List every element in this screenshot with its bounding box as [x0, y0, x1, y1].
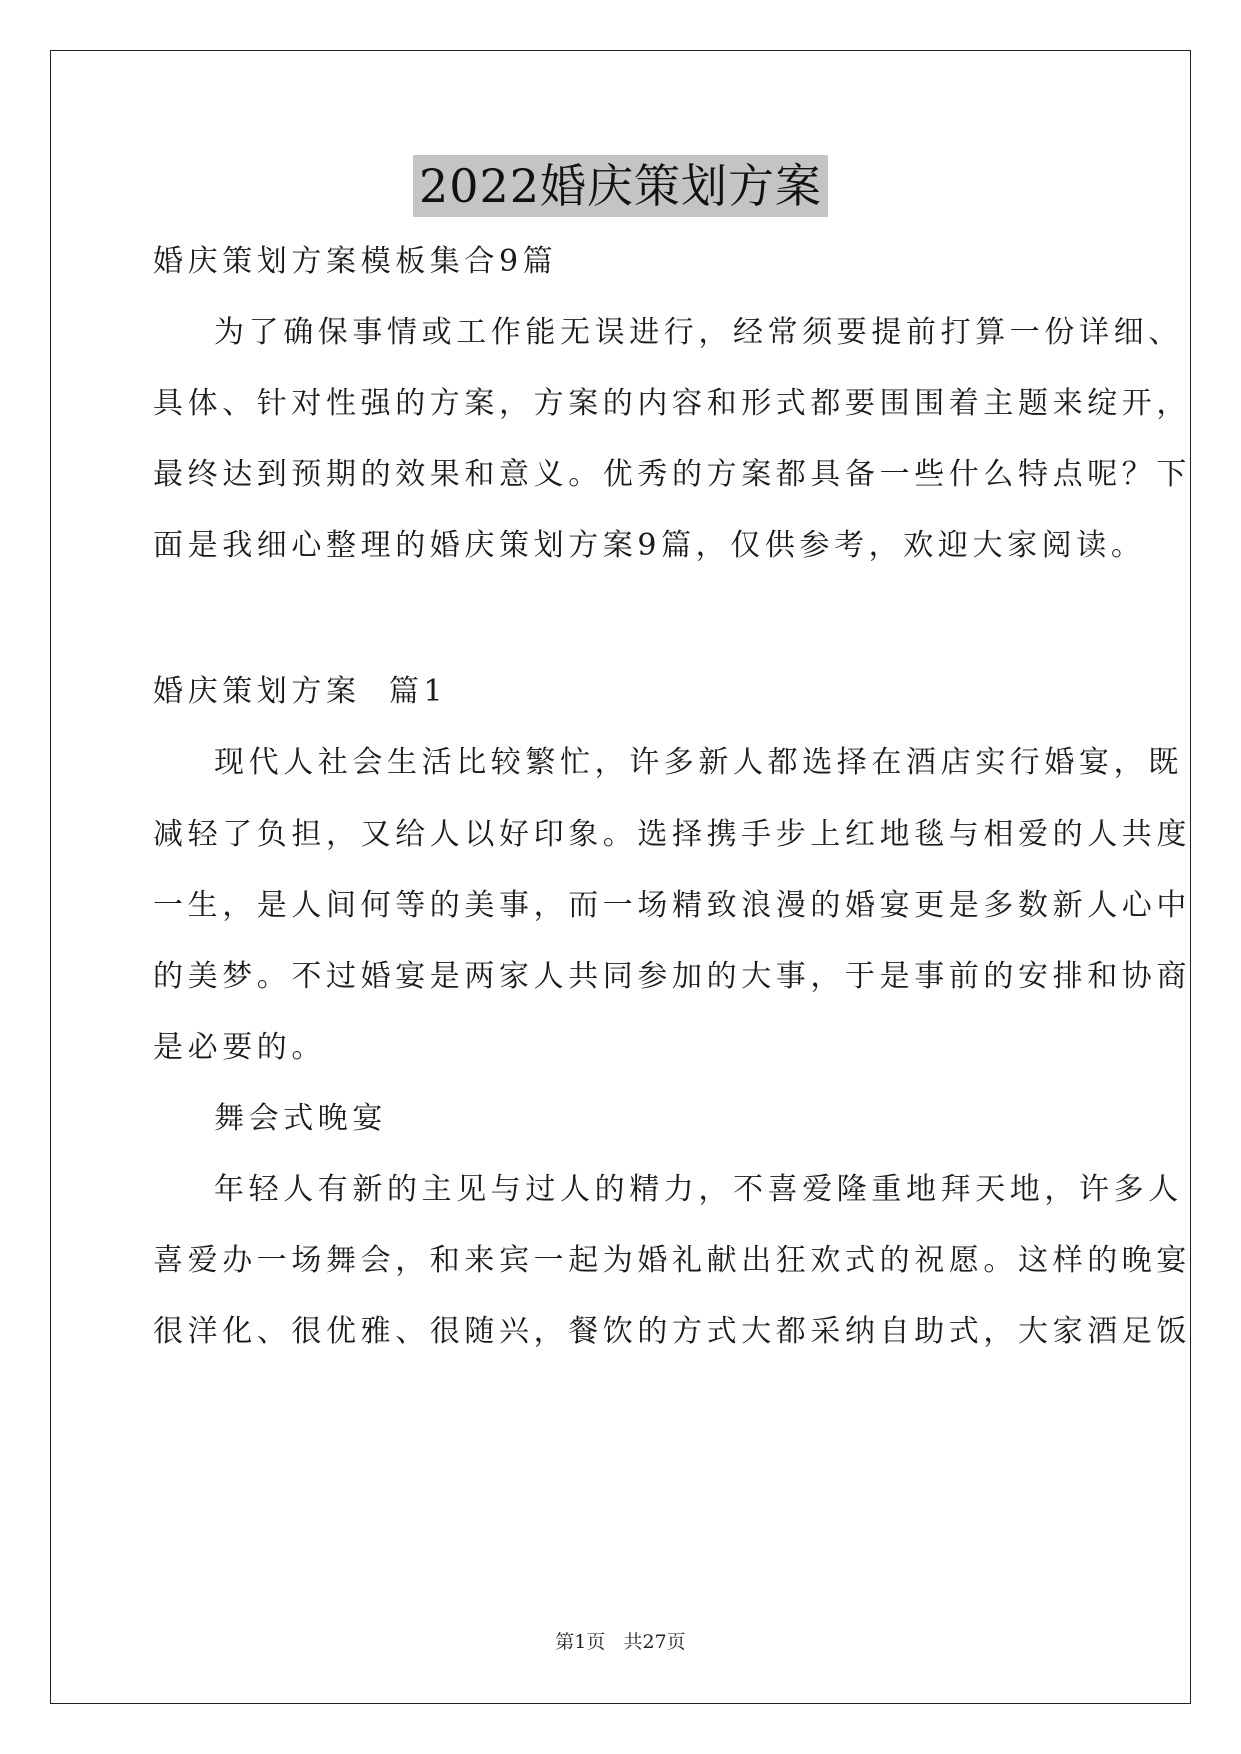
intro-line-4: 面是我细心整理的婚庆策划方案9篇，仅供参考，欢迎大家阅读。: [153, 528, 1146, 563]
section-line-1: 现代人社会生活比较繁忙，许多新人都选择在酒店实行婚宴，既: [214, 745, 1183, 780]
dance-line-1: 年轻人有新的主见与过人的精力，不喜爱隆重地拜天地，许多人: [214, 1172, 1183, 1207]
document-title: 2022婚庆策划方案: [413, 155, 828, 217]
section-line-4: 的美梦。不过婚宴是两家人共同参加的大事，于是事前的安排和协商: [153, 959, 1191, 994]
section-heading: 婚庆策划方案 篇1: [153, 674, 448, 709]
document-subtitle: 婚庆策划方案模板集合9篇: [153, 244, 558, 279]
section-line-5: 是必要的。: [153, 1030, 326, 1065]
intro-line-2: 具体、针对性强的方案，方案的内容和形式都要围围着主题来绽开，: [153, 386, 1191, 421]
intro-line-1: 为了确保事情或工作能无误进行，经常须要提前打算一份详细、: [214, 315, 1183, 350]
intro-line-3: 最终达到预期的效果和意义。优秀的方案都具备一些什么特点呢？下: [153, 457, 1191, 492]
page-border: [50, 50, 1191, 1704]
section-line-2: 减轻了负担，又给人以好印象。选择携手步上红地毯与相爱的人共度: [153, 817, 1191, 852]
dance-line-2: 喜爱办一场舞会，和来宾一起为婚礼献出狂欢式的祝愿。这样的晚宴: [153, 1243, 1191, 1278]
title-container: [0, 155, 1241, 217]
section-line-3: 一生，是人间何等的美事，而一场精致浪漫的婚宴更是多数新人心中: [153, 888, 1191, 923]
page-footer: 第1页 共27页: [555, 1631, 686, 1653]
subheading: 舞会式晚宴: [214, 1101, 387, 1136]
dance-line-3: 很洋化、很优雅、很随兴，餐饮的方式大都采纳自助式，大家酒足饭: [153, 1314, 1191, 1349]
